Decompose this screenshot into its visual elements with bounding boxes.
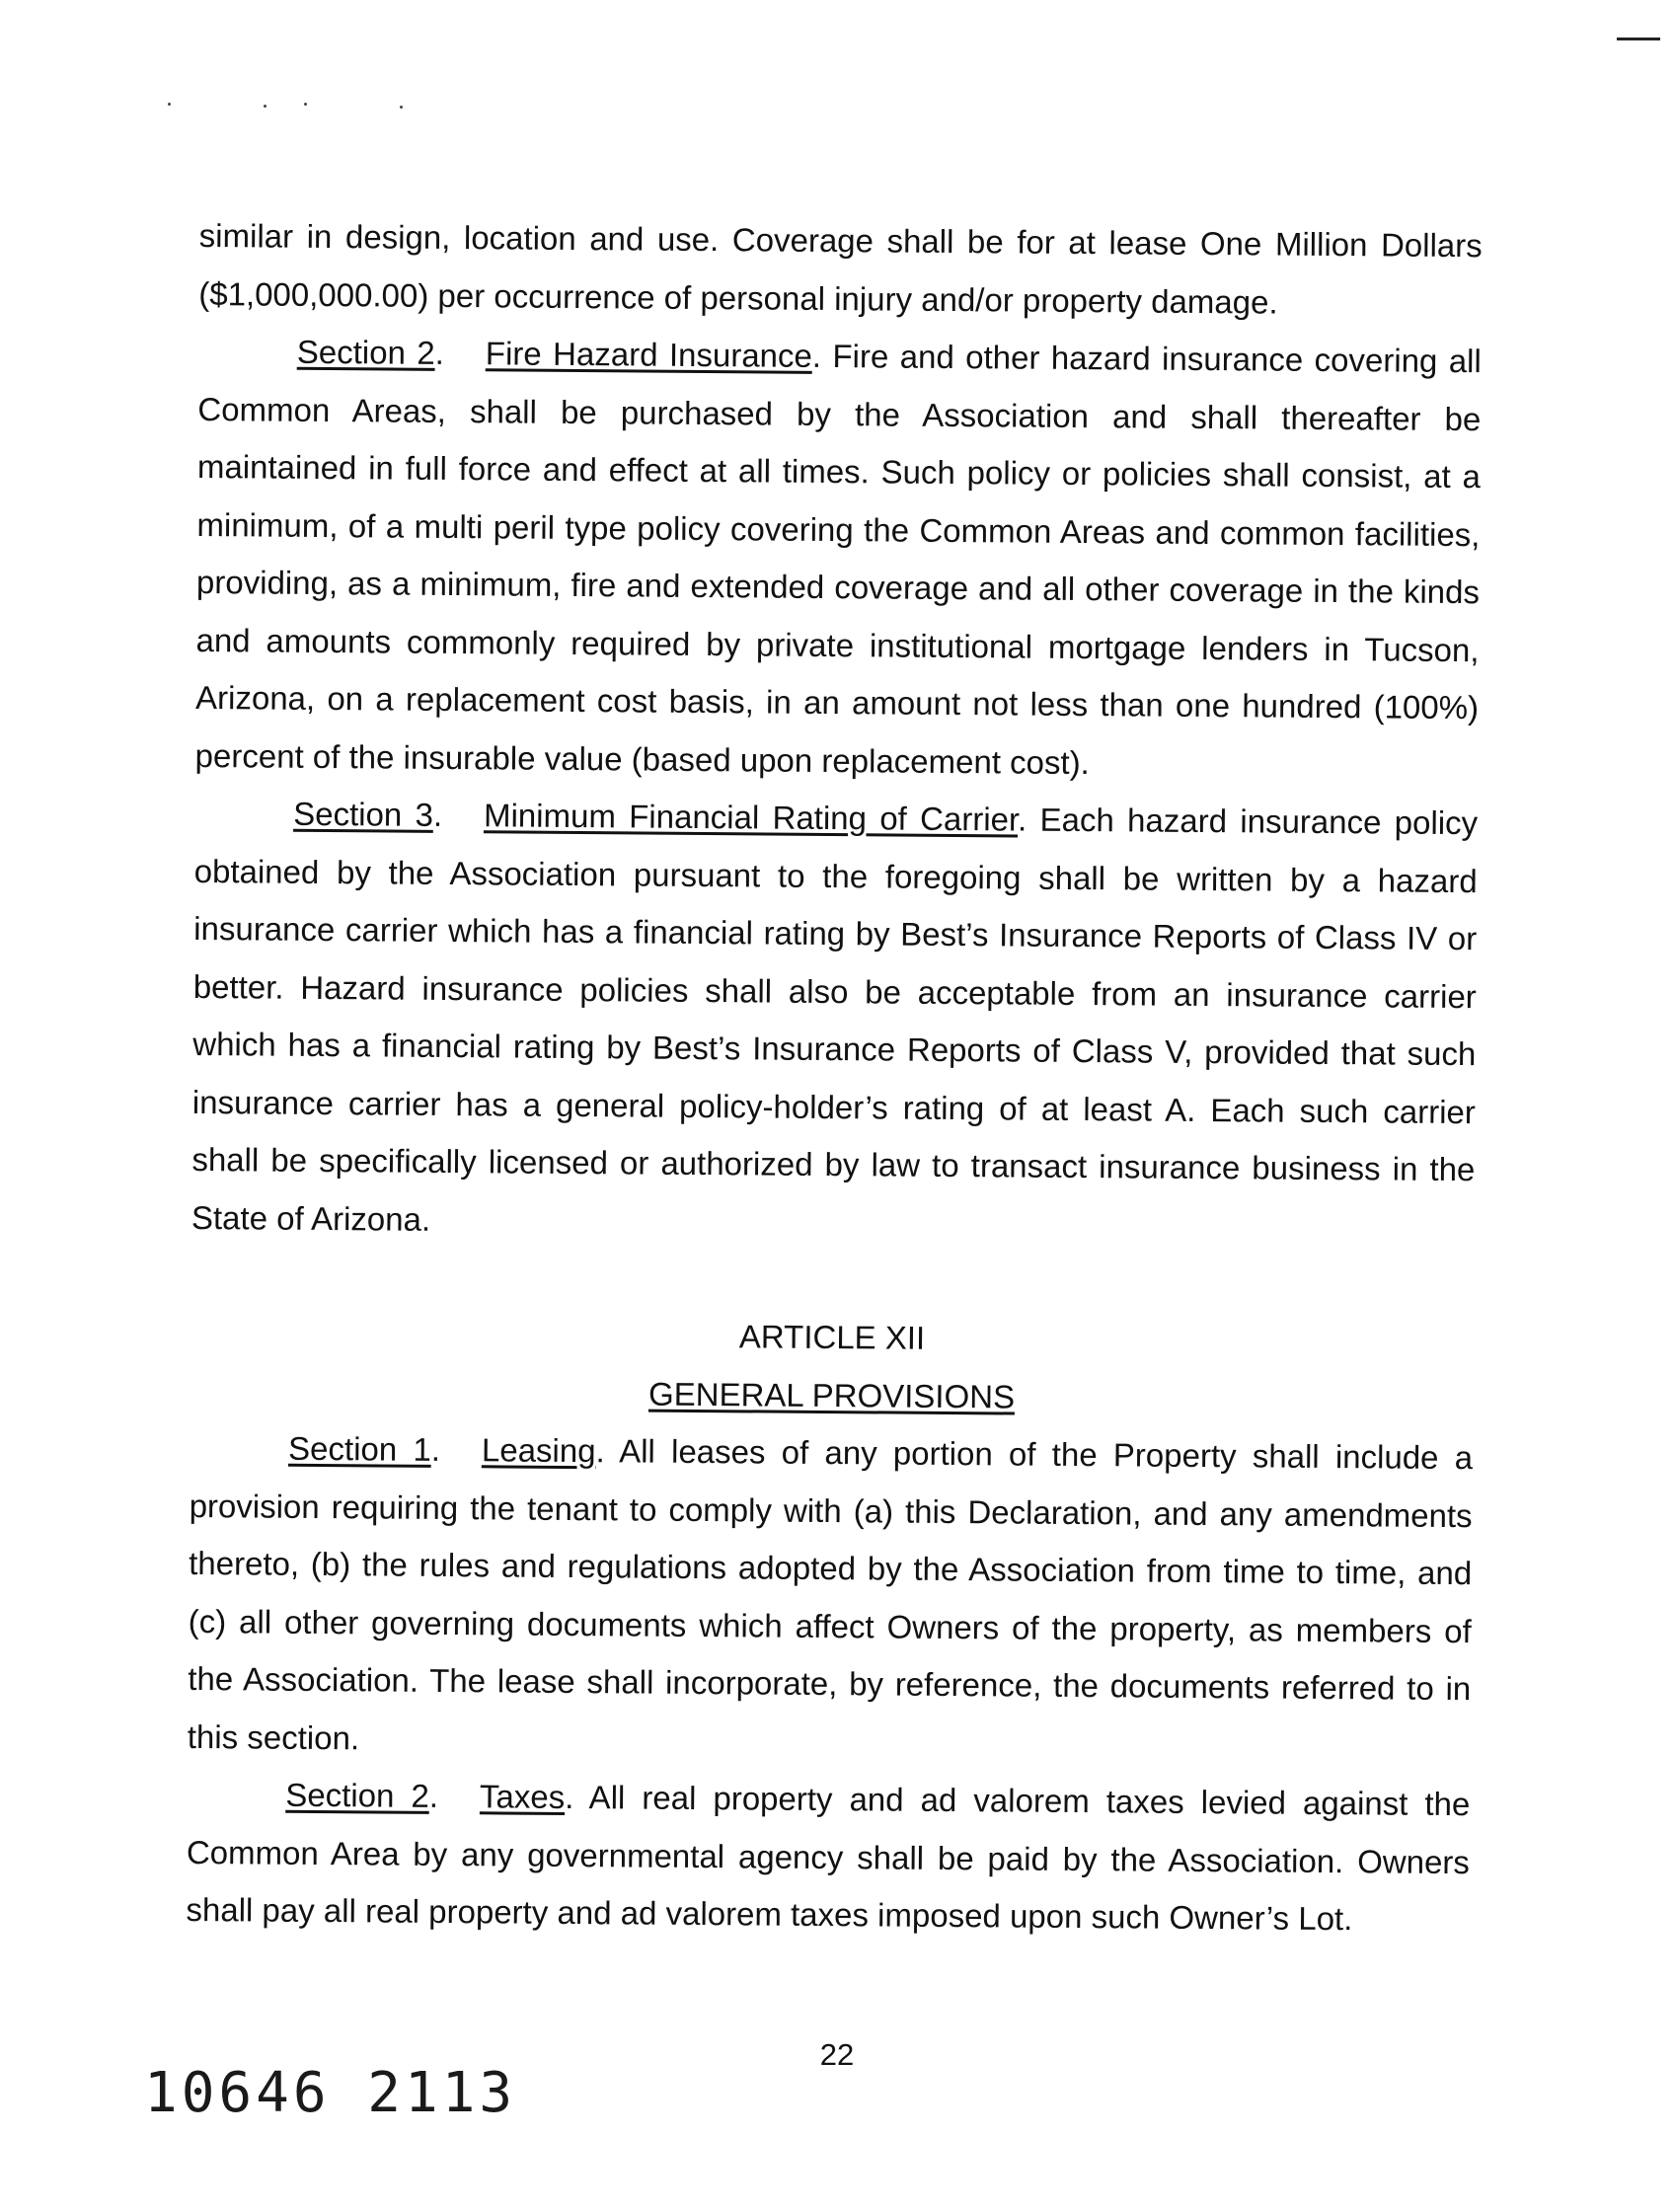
section-title: Minimum Financial Rating of Carrier <box>483 797 1019 838</box>
section-title: Taxes <box>479 1778 566 1815</box>
scan-specks <box>168 99 424 111</box>
continued-paragraph: similar in design, location and use. Coverage shall be for at lease One Million Dollars ($1,000,000.00) per occurrence of personal injury and/or property damage. <box>198 216 1483 321</box>
section-text: Fire and other hazard insurance covering all Common Areas, shall be purchased by the Association and shall thereafter be maintained in full force and effect at all times. Such policy or policies shall consist, at a minimum, of a multi peril type policy covering the Common Areas and common facilities, providing, as a minimum, fire and extended coverage and all other coverage in the kinds and amounts commonly required by private institutional mortgage lenders in Tucson, Arizona, on a replacement cost basis, in an amount not less than one hundred (100%) percent of the insurable value (based upon replacement cost). <box>194 338 1482 781</box>
section-label: Section 2 <box>285 1776 429 1814</box>
section-label: Section 1 <box>287 1429 431 1468</box>
scan-mark <box>1617 38 1660 40</box>
recording-number: 10646 2113 <box>144 2061 517 2125</box>
section-title: Fire Hazard Insurance <box>485 335 812 374</box>
section-text: All leases of any portion of the Property shall include a provision requiring the tenant to comply with (a) this Declaration, and any amendments thereto, (b) the rules and regulations adopted by the Association from time to time, and (c) all other governing documents which affect Owners of the property, as members of the Association. The lease shall incorporate, by reference, the documents referred to in this section. <box>187 1432 1474 1756</box>
section-label: Section 2 <box>296 333 435 371</box>
section-text: Each hazard insurance policy obtained by the Association pursuant to the foregoing shall be written by a hazard insurance carrier which has a financial rating by Best’s Insurance Reports of Class IV or better. Hazard insurance policies shall also be acceptable from an insurance carrier which has a financial rating by Best’s Insurance Reports of Class V, provided that such insurance carrier has a general policy-holder’s rating of at least A. Each such carrier shall be specifically licensed or authorized by law to transact insurance business in the State of Arizona. <box>190 801 1479 1238</box>
document-body <box>186 207 1483 1949</box>
section-title: Leasing <box>481 1431 596 1470</box>
section-text: All real property and ad valorem taxes levied against the Common Area by any governmental agency shall be paid by the Association. Owners shall pay all real property and ad valorem taxes imposed upon such Owner’s Lot. <box>186 1779 1471 1938</box>
section-leasing: Section 1. Leasing. All leases of any portion of the Property shall include a provision requiring the tenant to comply with (a) this Declaration, and any amendments thereto, (b) the rules and regulations adopted by the Association from time to time, and (c) all other governing documents which affect Owners of the property, as members of the Association. The lease shall incorporate, by reference, the documents referred to in this section. <box>187 1429 1474 1756</box>
section-minimum-financial-rating: Section 3. Minimum Financial Rating of Carrier. Each hazard insurance policy obtained by the Association pursuant to the foregoing shall be written by a hazard insurance carrier which has a financial rating by Best’s Insurance Reports of Class IV or better. Hazard insurance policies shall also be acceptable from an insurance carrier which has a financial rating by Best’s Insurance Reports of Class V, provided that such insurance carrier has a general policy-holder’s rating of at least A. Each such carrier shall be specifically licensed or authorized by law to transact insurance business in the State of Arizona. <box>190 795 1479 1238</box>
section-taxes: Section 2. Taxes. All real property and ad valorem taxes levied against the Common Area by any governmental agency shall be paid by the Association. Owners shall pay all real property and ad valorem taxes imposed upon such Owner’s Lot. <box>186 1776 1471 1938</box>
article-heading: ARTICLE XII <box>738 1318 926 1356</box>
section-label: Section 3 <box>293 795 434 833</box>
section-fire-hazard-insurance: Section 2. Fire Hazard Insurance. Fire and other hazard insurance covering all Common Areas, shall be purchased by the Association and shall thereafter be maintained in full force and effect at all times. Such policy or policies shall consist, at a minimum, of a multi peril type policy covering the Common Areas and common facilities, providing, as a minimum, fire and extended coverage and all other coverage in the kinds and amounts commonly required by private institutional mortgage lenders in Tucson, Arizona, on a replacement cost basis, in an amount not less than one hundred (100%) percent of the insurable value (based upon replacement cost). <box>194 333 1482 781</box>
article-title: GENERAL PROVISIONS <box>647 1375 1016 1415</box>
page-number: 22 <box>819 2037 855 2072</box>
